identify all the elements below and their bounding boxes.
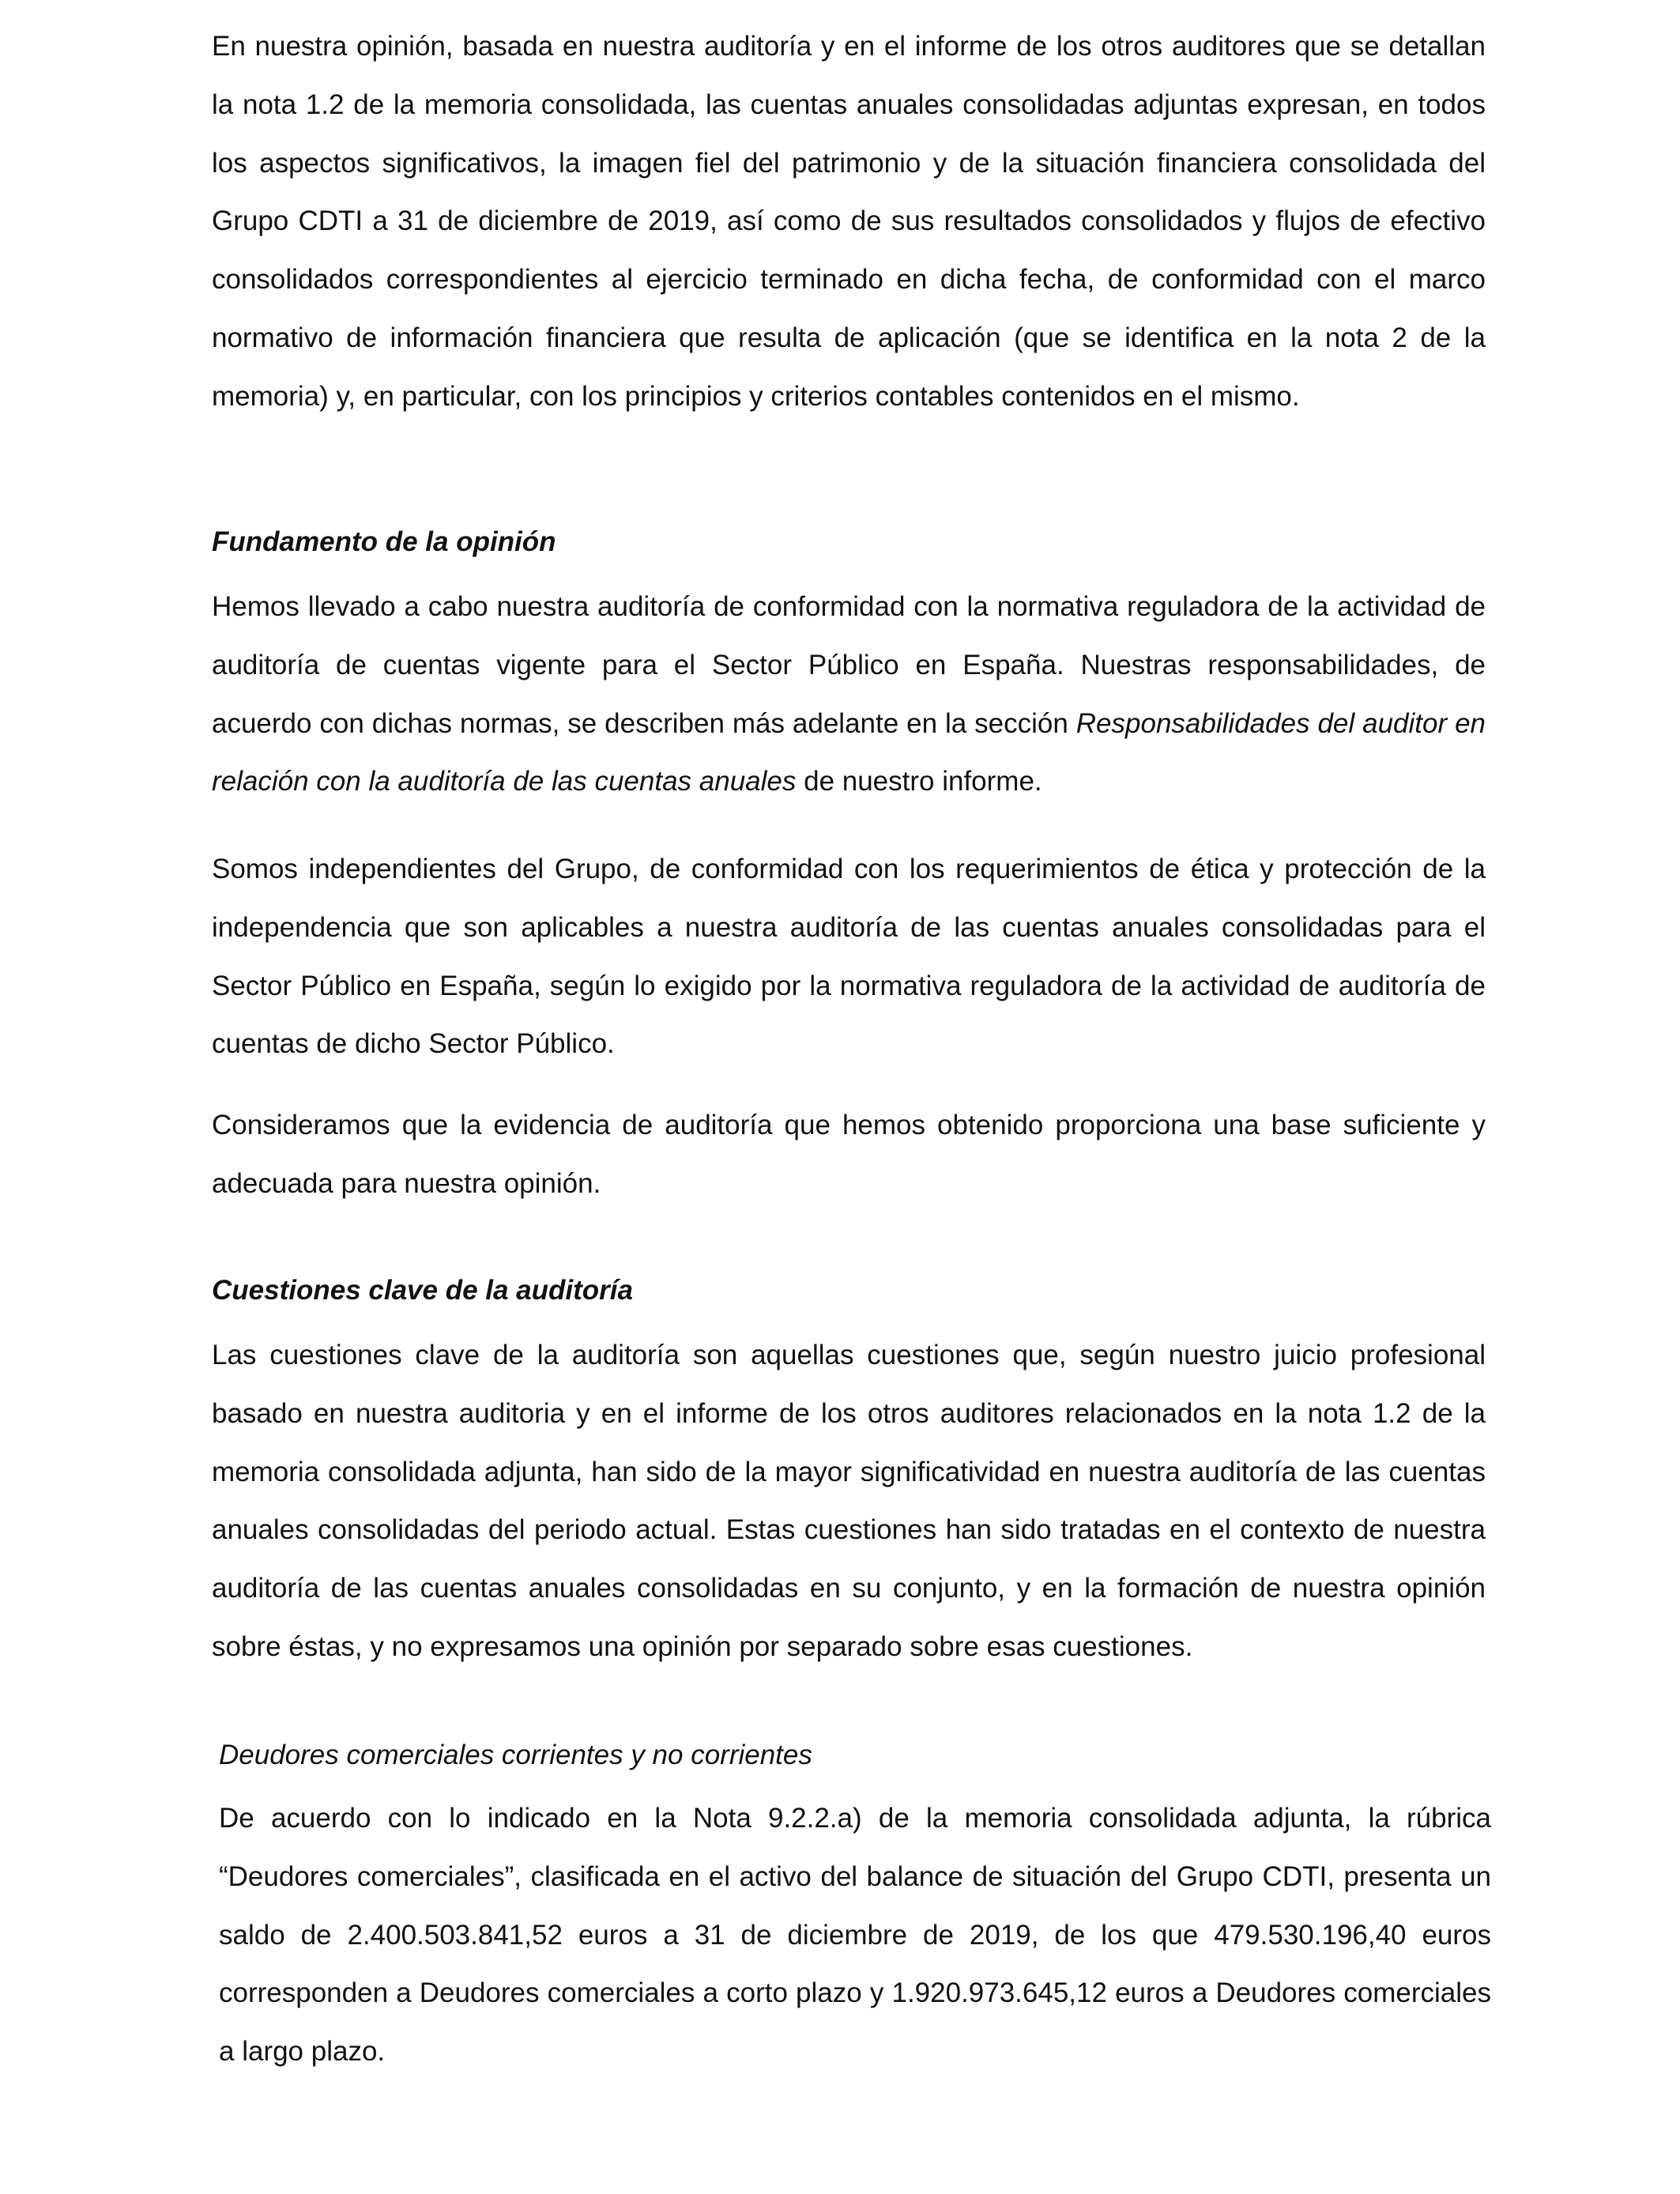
fundamento-p1-text-end: de nuestro informe. bbox=[796, 766, 1042, 797]
fundamento-paragraph-2: Somos independientes del Grupo, de conformidad con los requerimientos de ética y protección de la independencia que son aplicables a nuestra auditoría de las cuentas anuales consolidadas para el Sector Público en España, según lo exigido por la normativa reguladora de la actividad de auditoría de cuentas de dicho Sector Público. bbox=[212, 854, 1486, 1060]
deudores-paragraph: De acuerdo con lo indicado en la Nota 9.2.2.a) de la memoria consolidada adjunta, la rúbrica “Deudores comerciales”, clasificada en el activo del balance de situación del Grupo CDTI, presenta un saldo de 2.400.503.841,52 euros a 31 de diciembre de 2019, de los que 479.530.196,40 euros corresponden a Deudores comerciales a corto plazo y 1.920.973.645,12 euros a Deudores comerciales a largo plazo. bbox=[219, 1803, 1491, 2068]
fundamento-p1-italic: Responsabilidades del auditor en relación con la auditoría de las cuentas anuales bbox=[212, 707, 1486, 797]
deudores-subheading: Deudores comerciales corrientes y no corrientes bbox=[219, 1740, 812, 1770]
fundamento-heading: Fundamento de la opinión bbox=[212, 526, 556, 557]
opinion-paragraph: En nuestra opinión, basada en nuestra auditoría y en el informe de los otros auditores que se detallan la nota 1.2 de la memoria consolidada, las cuentas anuales consolidadas adjuntas expresan, en todos los aspectos significativos, la imagen fiel del patrimonio y de la situación financiera consolidada del Grupo CDTI a 31 de diciembre de 2019, así como de sus resultados consolidados y flujos de efectivo consolidados correspondientes al ejercicio terminado en dicha fecha, de conformidad con el marco normativo de información financiera que resulta de aplicación (que se identifica en la nota 2 de la memoria) y, en particular, con los principios y criterios contables contenidos en el mismo. bbox=[212, 31, 1486, 412]
cuestiones-paragraph: Las cuestiones clave de la auditoría son aquellas cuestiones que, según nuestro juicio profesional basado en nuestra auditoria y en el informe de los otros auditores relacionados en la nota 1.2 de la memoria consolidada adjunta, han sido de la mayor significatividad en nuestra auditoría de las cuentas anuales consolidadas del periodo actual. Estas cuestiones han sido tratadas en el contexto de nuestra auditoría de las cuentas anuales consolidadas en su conjunto, y en la formación de nuestra opinión sobre éstas, y no expresamos una opinión por separado sobre esas cuestiones. bbox=[212, 1340, 1486, 1662]
fundamento-paragraph-3: Consideramos que la evidencia de auditoría que hemos obtenido proporciona una base suficiente y adecuada para nuestra opinión. bbox=[212, 1110, 1486, 1199]
cuestiones-heading: Cuestiones clave de la auditoría bbox=[212, 1275, 633, 1306]
fundamento-p1-text: Hemos llevado a cabo nuestra auditoría de conformidad con la normativa reguladora de la actividad de auditoría de cuentas vigente para el Sector Público en España. Nuestras responsabilidades, de acuerdo con dichas normas, se describen más adelante en la sección bbox=[212, 591, 1486, 739]
fundamento-paragraph-1 bbox=[212, 578, 1486, 811]
